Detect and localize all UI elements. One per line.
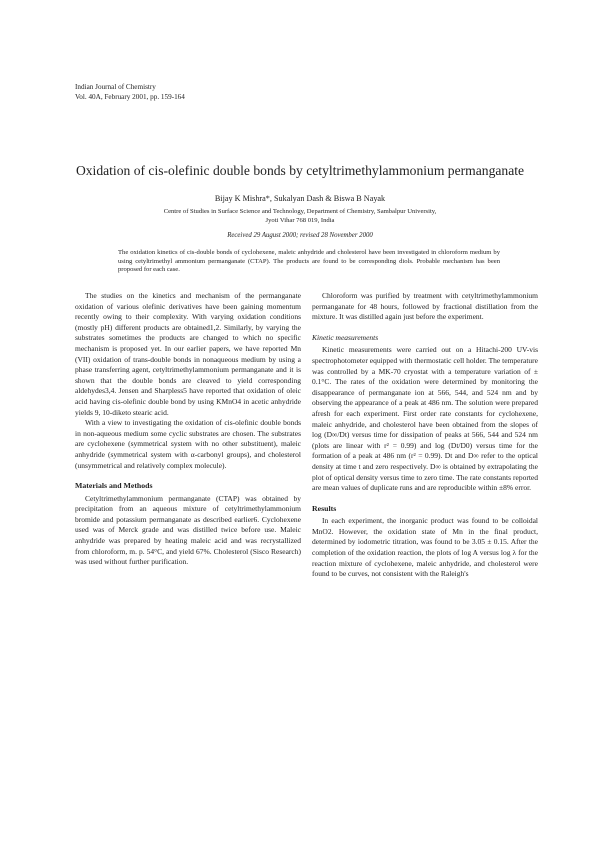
affiliation-line-1: Centre of Studies in Surface Science and Technology, Department of Chemistry, Sambalpur University, [163,208,437,215]
intro-paragraph-2: With a view to investigating the oxidation of cis-olefinic double bonds in non-aqueous medium some cyclic substrates are chosen. The substrates are cyclohexene (symmetrical system with no other substituent), maleic anhydride (symmetrical system with α-carbonyl groups), and cholesterol (unsymmetrical and relatively complex molecule). [75,418,301,470]
results-paragraph: In each experiment, the inorganic product was found to be colloidal MnO2. However, the oxidation state of Mn in the final product, determined by iodometric titration, was found to be 3.05 ± 0.15. After the completion of the oxidation reaction, the plots of log A versus log λ for the reaction mixture of cyclohexene, maleic anhydride, and cholesterol were found to be curves, not consistent with the Raleigh's [312,516,538,579]
section-heading-results: Results [312,503,337,513]
journal-header [75,82,185,102]
affiliation [80,207,520,225]
right-column [312,291,538,580]
chloroform-paragraph: Chloroform was purified by treatment with cetyltrimethylammonium permanganate for 48 hours, followed by fractional distillation from the mixture. It was distilled again just before the experiment. [312,291,538,322]
journal-volume: Vol. 40A, February 2001, pp. 159-164 [75,93,185,101]
left-column [75,291,301,568]
materials-paragraph: Cetyltrimethylammonium permanganate (CTAP) was obtained by precipitation from an aqueous mixture of cetyltrimethylammonium bromide and potassium permanganate as described earlier6. Cyclohexene used was of Merck grade and was distilled twice before use. Maleic anhydride was prepared by heating maleic acid and was recrystallized from chloroform, m. p. 54°C, and yield 67%. Cholesterol (Sisco Research) was used without further purification. [75,493,301,567]
journal-name: Indian Journal of Chemistry [75,83,156,91]
affiliation-line-2: Jyoti Vihar 768 019, India [265,217,335,224]
intro-paragraph-1: The studies on the kinetics and mechanism of the permanganate oxidation of various olefinic derivatives have been gaining momentum recently owing to their complexity. With varying oxidation conditions (mostly pH) different products are obtained1,2. Similarly, by varying the substrates sometimes the products are changed to which no specific mechanism is proposed yet. In our earlier papers, we have reported Mn (VII) oxidation of trans-double bonds in nonaqueous medium by using a phase transferring agent, cetyltrimethylammonium permanganate and it is shown that the double bonds are cleaved to yield corresponding aldehydes3,4. Jensen and Sharpless5 have reported that oxidation of oleic acid having cis-olefinic double bond by using KMnO4 in acetic anhydride yields 9, 10-diketo stearic acid. [75,291,301,417]
kinetic-paragraph: Kinetic measurements were carried out on a Hitachi-200 UV-vis spectrophotometer equipped with thermostatic cell holder. The temperature was controlled by a MK-70 cryostat with a temperature variation of ± 0.1°C. The rates of the oxidation were determined by monitoring the disappearance of permanganate ion at 566, 544, and 524 nm and by observing the appearance of a peak at 486 nm. The solution were prepared afresh for each experiment. First order rate constants for cyclohexene, maleic anhydride, and cholesterol have been obtained from the slopes of log (D∞/Dt) versus time for dissipation of peaks at 566, 544 and 524 nm (plots are linear with r² = 0.99) and log (Dt/D0) versus time for the formation of a peak at 486 nm (r² = 0.99). Dt and D∞ refer to the optical density at time t and zero respectively. D∞ is obtained by extrapolating the plot of optical density versus time to zero time. The rate constants reported are mean values of duplicate runs and are reproducible within ±8% error. [312,345,538,493]
received-date: Received 29 August 2000; revised 28 November 2000 [227,232,373,239]
article-title: Oxidation of cis-olefinic double bonds by cetyltrimethylammonium permanganate [75,163,525,178]
abstract: The oxidation kinetics of cis-double bonds of cyclohexene, maleic anhydride and cholesterol have been investigated in chloroform medium by using cetyltrimethyl ammonium permanganate (CTAP). The products are found to be corresponding diols. Probable mechanism has been proposed for each case. [118,249,500,274]
authors: Bijay K Mishra*, Sukalyan Dash & Biswa B Nayak [214,194,386,203]
subsection-heading-kinetic: Kinetic measurements [312,332,379,342]
section-heading-materials: Materials and Methods [75,481,153,491]
